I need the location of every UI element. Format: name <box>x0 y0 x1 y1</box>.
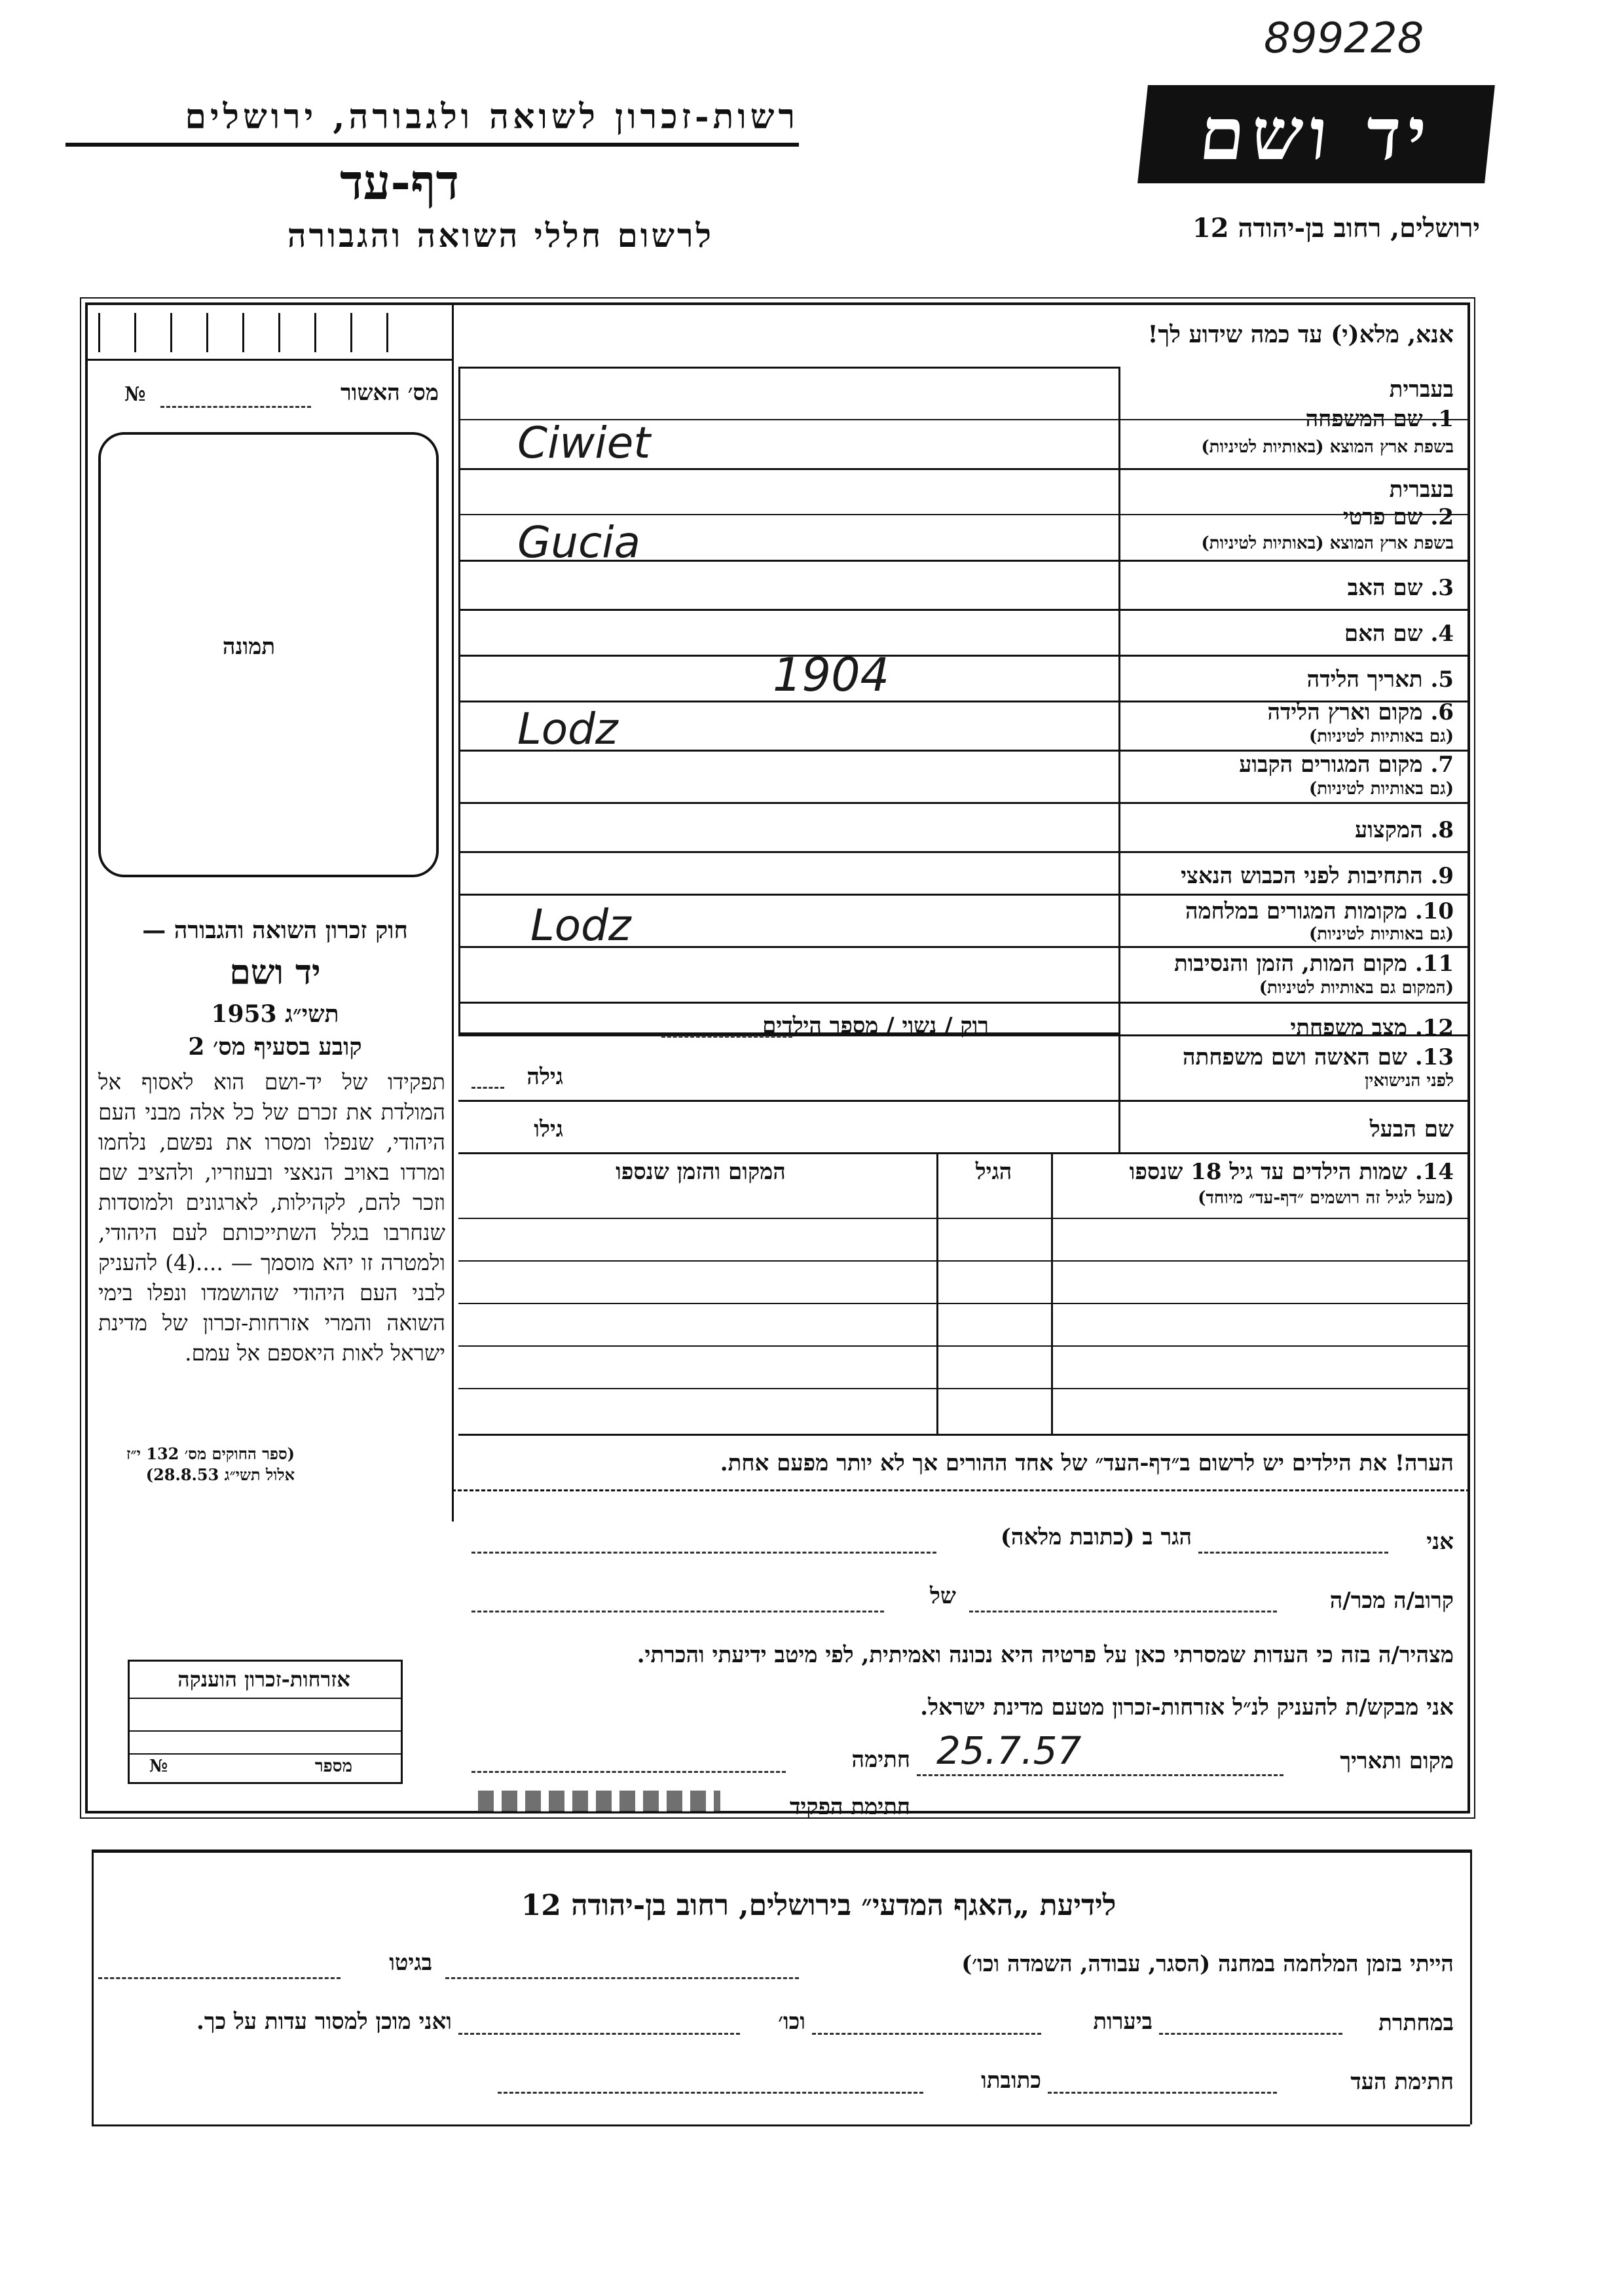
relation-label: קרוב/ה מכר/ה <box>1329 1588 1454 1614</box>
cert-no-label: מס׳ האשור <box>340 380 439 406</box>
wife-age-label: גילה <box>526 1064 563 1090</box>
field-10-label: 10. מקומות המגורים במלחמה <box>1185 898 1454 924</box>
field-10-latin-value: Lodz <box>530 900 631 951</box>
field-12-options: רוק / נשוי / מספר הילדים <box>762 1013 989 1039</box>
law-year: תשי״ג 1953 <box>211 1000 339 1028</box>
of-label: של <box>930 1583 956 1609</box>
field-13-sub: לפני הנישואין <box>1364 1071 1454 1091</box>
children-age-header: הגיל <box>975 1159 1012 1185</box>
law-name: יד ושם <box>229 953 321 993</box>
field-2-hebrew-tag: בעברית <box>1389 477 1454 503</box>
bottom-address-label: כתובתו <box>981 2068 1041 2094</box>
husband-label: שם הבעל <box>1369 1116 1454 1142</box>
request-text: אני מבקש/ת להעניק לנ״ל אזרחות-זכרון מטעם מדינת ישראל. <box>920 1694 1454 1721</box>
field-6-sub: (גם באותיות לטיניות) <box>1308 727 1454 746</box>
children-place-header: המקום והזמן שנספו <box>616 1159 786 1185</box>
memorial-no-label: מספר <box>314 1757 352 1776</box>
field-2-latin-value: Gucia <box>517 517 641 568</box>
official-stamp <box>478 1791 720 1812</box>
bottom-witness-signature-label: חתימת העד <box>1350 2069 1454 2095</box>
cert-no-mark: № <box>124 383 146 406</box>
declaration-text: מצהיר/ה בזה כי העדות שמסרתי כאן על פרטיה היא נכונה ואמיתית, לפי מיטב ידיעתי והכרתי. <box>637 1642 1454 1668</box>
field-6-latin-value: Lodz <box>517 704 618 754</box>
field-4-label: 4. שם האם <box>1344 621 1454 647</box>
children-label: 14. שמות הילדים עד גיל 18 שנספו <box>1129 1159 1454 1185</box>
left-panel-divider <box>452 302 454 1522</box>
field-1-label: 1. שם המשפחה <box>1305 406 1454 432</box>
field-3-label: 3. שם האב <box>1347 575 1454 601</box>
memorial-citizenship-box: אזרחות-זכרון הוענקה מספר № <box>128 1660 403 1784</box>
bottom-heading: לידיעת „האגף המדעי״ בירושלים, רחוב בן-יהודה 12 <box>521 1889 1116 1922</box>
law-clause: קובע בסעיף מס׳ 2 <box>188 1033 362 1061</box>
place-date-label: מקום ותאריך <box>1340 1748 1454 1774</box>
photo-label: תמונה <box>222 634 276 660</box>
bottom-line-1: הייתי בזמן המלחמה במחנה (הסגר, עבודה, השמדה וכו׳) <box>961 1951 1454 1977</box>
field-2-sub: בשפת ארץ המוצא (באותיות לטיניות) <box>1201 534 1454 553</box>
field-11-sub: (המקום גם באותיות לטיניות) <box>1259 978 1454 998</box>
bottom-ghetto-label: בגיטו <box>389 1950 432 1976</box>
bottom-forests-label: ביערות <box>1093 2009 1153 2035</box>
law-reference: (ספר החוקים מס׳ 132 י״ז אלול תשי״ג 28.8.53) <box>126 1444 295 1484</box>
bottom-etc-label: וכו׳ <box>778 2009 805 2035</box>
residing-label: הגר ב (כתובת מלאה) <box>1000 1524 1192 1550</box>
field-9-label: 9. התחיבות לפני הכבוש הנאצי <box>1181 863 1454 889</box>
note-text: הערה! את הילדים יש לרשום ב״דף-העד״ של אחד ההורים אך לא יותר מפעם אחת. <box>720 1450 1454 1476</box>
law-title: חוק זכרון השואה והגבורה — <box>142 917 408 944</box>
archive-number: 899228 <box>1264 14 1424 63</box>
field-11-label: 11. מקום המות, הזמן והנסיבות <box>1173 951 1454 977</box>
form-title: דף-עד <box>339 155 460 211</box>
field-1-sub: בשפת ארץ המוצא (באותיות לטיניות) <box>1201 437 1454 457</box>
field-1-latin-value: Ciwiet <box>517 418 651 468</box>
cert-boxes <box>98 313 445 355</box>
official-signature-label: חתימת הפקיד <box>789 1794 910 1820</box>
header-rule <box>65 143 799 147</box>
field-5-label: 5. תאריך הלידה <box>1306 666 1454 693</box>
signature-label: חתימה <box>851 1747 910 1773</box>
husband-age-label: גילו <box>534 1116 563 1142</box>
field-6-label: 6. מקום וארץ הלידה <box>1267 699 1454 725</box>
address: ירושלים, רחוב בן-יהודה 12 <box>1192 213 1480 244</box>
bottom-underground-label: במחתרת <box>1378 2010 1454 2036</box>
bottom-willing-label: ואני מוכן למסור עדות על כך. <box>196 2009 452 2035</box>
i-label: אני <box>1426 1529 1454 1555</box>
field-2-label: 2. שם פרטי <box>1342 504 1454 530</box>
authority-line: רשות-זכרון לשואה ולגבורה, ירושלים <box>185 97 799 137</box>
law-text: תפקידו של יד-ושם הוא לאסוף אל המולדת את זכרם של כל אלה מבני העם היהודי, שנפלו ומסרו את נפשם, נלחמו ומרדו באויב הנאצי ובעוזריו, ולהציב שם וזכר להם, לקהילות, לארגונים ולמוסדות שנחרבו בגלל השתייכותם לעם היהודי, ולמטרה זו יהא מוסמך — ....(4) להעניק לבני העם היהודי שהושמדו ונפלו בימי השואה והמרי אזרחות-זכרון של מדינת ישראל לאות היאספם אל עמם. <box>98 1069 445 1366</box>
field-13-label: 13. שם האשה ושם משפחתה <box>1183 1044 1454 1070</box>
yad-vashem-logo <box>1137 85 1495 183</box>
logo-text: יד ושם <box>1195 92 1437 176</box>
field-1-hebrew-tag: בעברית <box>1389 376 1454 403</box>
memorial-title: אזרחות-זכרון הוענקה <box>177 1667 350 1692</box>
children-sub: (מעל לגיל זה רושמים ״דף-עד״ מיוחד) <box>1198 1188 1454 1208</box>
place-date-value: 25.7.57 <box>936 1728 1082 1773</box>
field-8-label: 8. המקצוע <box>1354 817 1454 843</box>
field-12-label: 12. מצב משפחתי <box>1290 1015 1454 1041</box>
form-subtitle: לרשום חללי השואה והגבורה <box>287 216 714 255</box>
field-5-value: 1904 <box>773 648 890 702</box>
intro-text: אנא, מלא(י) עד כמה שידוע לך! <box>1147 321 1454 348</box>
field-10-sub: (גם באותיות לטיניות) <box>1308 924 1454 944</box>
field-7-sub: (גם באותיות לטיניות) <box>1308 779 1454 799</box>
field-7-label: 7. מקום המגורים הקבוע <box>1239 752 1454 778</box>
